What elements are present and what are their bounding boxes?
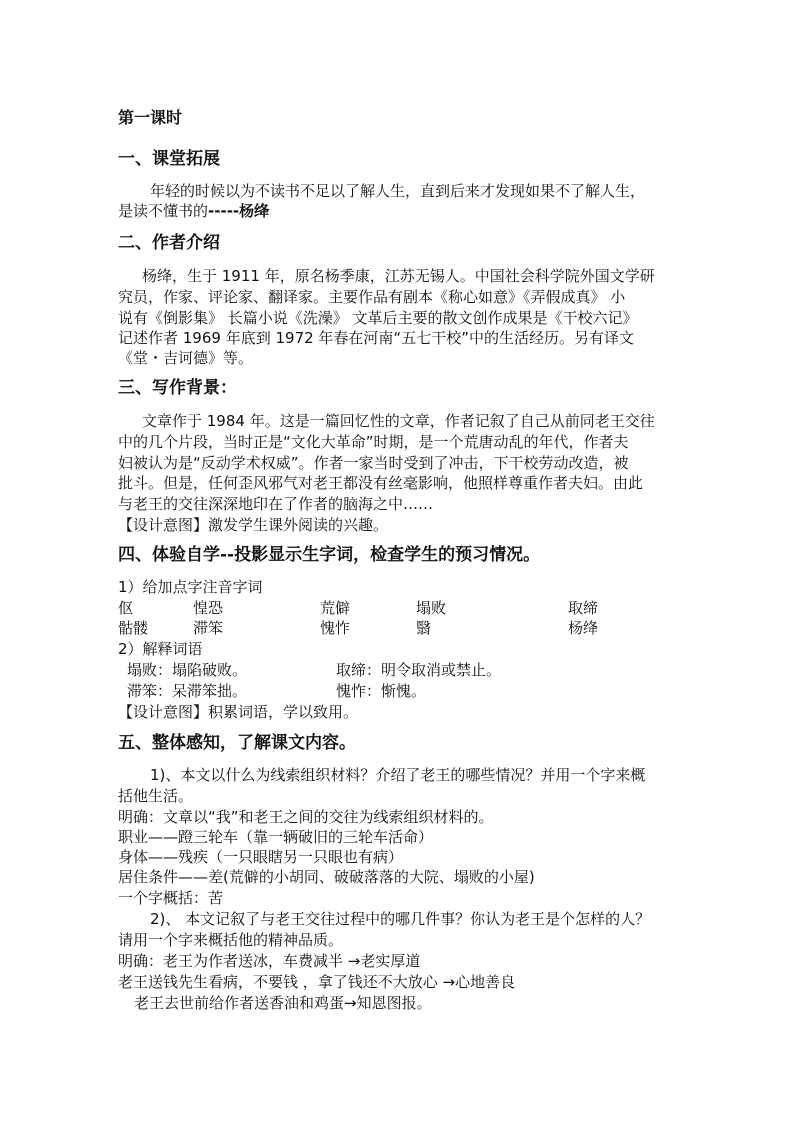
paragraph-line: 中的几个片段，当时正是“文化大革命”时期，是一个荒唐动乱的年代，作者夫 <box>118 433 629 451</box>
paragraph-line: 批斗。但是，任何歪风邪气对老王都没有丝毫影响，他照样尊重作者夫妇。由此 <box>118 474 644 492</box>
vocab-word: 伛 <box>118 599 134 617</box>
subheading: 1）给加点字注音字词 <box>118 578 263 596</box>
definition: 愧怍：惭愧。 <box>336 682 427 700</box>
vocab-word: 滞笨 <box>193 619 224 637</box>
definition: 取缔：明令取消或禁止。 <box>336 661 502 679</box>
answer-line: 身体——残疾（一只眼瞎另一只眼也有病） <box>118 848 404 866</box>
paragraph-line: 与老王的交往深深地印在了作者的脑海之中…… <box>118 495 434 513</box>
paragraph-line: 说有《倒影集》 长篇小说《洗澡》 文革后主要的散文创作成果是《干校六记》 <box>118 309 638 327</box>
answer-line: 老王送钱先生看病，不要钱 ，拿了钱还不大放心 →心地善良 <box>118 973 516 991</box>
vocab-word: 惶恐 <box>193 599 224 617</box>
vocab-word: 愧怍 <box>320 619 351 637</box>
paragraph-line: 文章作于 1984 年。这是一篇回忆性的文章，作者记叙了自己从前同老王交往 <box>142 412 655 430</box>
paragraph-line: 妇被认为是“反动学术权威”。作者一家当时受到了冲击，下干校劳动改造，被 <box>118 454 629 472</box>
lesson-title: 第一课时 <box>118 108 183 127</box>
quote-author: -----杨绛 <box>208 202 270 220</box>
definition: 滞笨：呆滞笨拙。 <box>127 682 248 700</box>
vocab-word: 荒僻 <box>320 599 351 617</box>
paragraph-line: 杨绛，生于 1911 年，原名杨季康，江苏无锡人。中国社会科学院外国文学研 <box>142 267 655 285</box>
section-heading-4: 四、体验自学--投影显示生字词，检查学生的预习情况。 <box>118 545 541 565</box>
vocab-word: 塌败 <box>416 599 447 617</box>
quote-text: 是读不懂书的 <box>118 202 209 220</box>
design-intent: 【设计意图】积累词语，学以致用。 <box>118 703 359 721</box>
question-line: 2)、 本文记叙了与老王交往过程中的哪几件事？你认为老王是个怎样的人？ <box>150 910 651 928</box>
vocab-word: 杨绛 <box>568 619 599 637</box>
design-intent: 【设计意图】激发学生课外阅读的兴趣。 <box>118 516 389 534</box>
section-heading-3: 三、写作背景： <box>118 378 237 398</box>
section-heading-1: 一、课堂拓展 <box>118 149 220 169</box>
quote-line-2 <box>118 201 269 221</box>
question-line: 1)、本文以什么为线索组织材料？介绍了老王的哪些情况？并用一个字来概 <box>150 766 646 784</box>
vocab-word: 取缔 <box>568 599 599 617</box>
subheading: 2）解释词语 <box>118 640 203 658</box>
paragraph-line: 记述作者 1969 年底到 1972 年春在河南“五七干校”中的生活经历。另有译文 <box>118 329 634 347</box>
section-heading-5: 五、整体感知，了解课文内容。 <box>118 733 356 753</box>
answer-line: 职业——蹬三轮车（靠一辆破旧的三轮车活命） <box>118 828 434 846</box>
answer-line: 老王去世前给作者送香油和鸡蛋→知恩图报。 <box>134 994 432 1012</box>
paragraph-line: 究员，作家、评论家、翻译家。主要作品有剧本《称心如意》《弄假成真》 小 <box>118 288 626 306</box>
definition: 塌败：塌陷破败。 <box>127 661 248 679</box>
answer-line: 一个字概括：苦 <box>118 889 224 907</box>
quote-line-1: 年轻的时候以为不读书不足以了解人生，直到后来才发现如果不了解人生， <box>150 182 646 200</box>
vocab-word: 骷髅 <box>118 619 149 637</box>
section-heading-2: 二、作者介绍 <box>118 233 220 253</box>
answer-line: 明确：文章以“我”和老王之间的交往为线索组织材料的。 <box>118 808 494 826</box>
answer-line: 居住条件——差(荒僻的小胡同、破破落落的大院、塌败的小屋) <box>118 868 535 886</box>
question-line: 请用一个字来概括他的精神品质。 <box>118 931 344 949</box>
vocab-word: 翳 <box>416 619 432 637</box>
question-line: 括他生活。 <box>118 787 194 805</box>
paragraph-line: 《堂・吉诃德》等。 <box>118 349 254 367</box>
answer-line: 明确：老王为作者送冰，车费减半 →老实厚道 <box>118 952 421 970</box>
